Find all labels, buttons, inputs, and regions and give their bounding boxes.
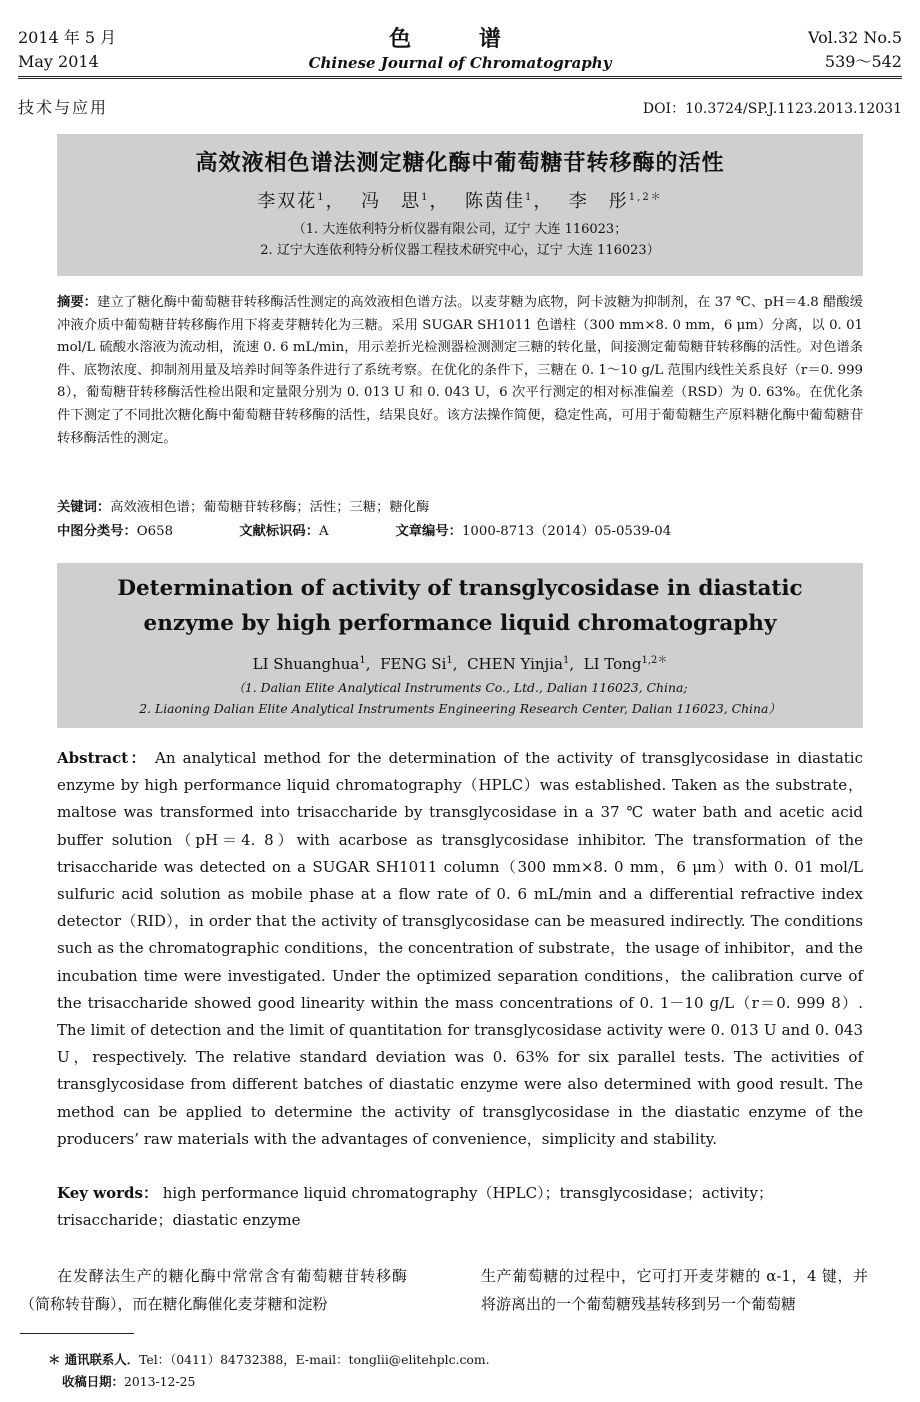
page-header xyxy=(0,26,920,76)
header-rule-2 xyxy=(18,78,902,79)
received-date: 2013-12-25 xyxy=(123,1374,196,1389)
cn-abstract-text: 建立了糖化酶中葡萄糖苷转移酶活性测定的高效液相色谱方法。以麦芽糖为底物，阿卡波糖为抑制剂，在 37 ℃、pH＝4.8 醋酸缓冲液介质中葡萄糖苷转移酶作用下将麦芽糖转化为三糖。采用 SUGAR SH1011 色谱柱（300 mm×8. 0 mm，6 μm）分离，以 0. 01 mol/L 硫酸水溶液为流动相，流速 0. 6 mL/min，用示差折光检测器检测测定三糖的转化量，间接测定葡萄糖苷转移酶的活性。对色谱条件、底物浓度、抑制剂用量及培养时间等条件进行了系统考察。在优化的条件下，三糖在 0. 1～10 g/L 范围内线性关系良好（r＝0. 999 8），葡萄糖苷转移酶活性检出限和定量限分别为 0. 013 U 和 0. 043 U，6 次平行测定的相对标准偏差（RSD）为 0. 63%。在优化条件下测定了不同批次糖化酶中葡萄糖苷转移酶的活性，结果良好。该方法操作简便，稳定性高，可用于葡萄糖生产原料糖化酶中葡萄糖苷转移酶活性的测定。 xyxy=(57,295,864,446)
journal-title-en: Chinese Journal of Chromatography xyxy=(308,54,612,72)
en-keywords-text: high performance liquid chromatography（HPLC）；transglycosidase；activity；trisaccharide；diastatic enzyme xyxy=(57,1184,773,1230)
doccode-value: A xyxy=(319,524,329,539)
en-title xyxy=(57,571,863,641)
cn-authors: 李双花$^1$， 冯 思$^1$， 陈茵佳$^1$， 李 彤$^{1,2*}$ xyxy=(257,191,663,212)
journal-title-cn: 色 谱 xyxy=(389,26,531,52)
cn-affiliations xyxy=(57,219,863,261)
cn-author: 陈茵佳 xyxy=(464,191,525,212)
clc-value: O658 xyxy=(136,524,174,539)
en-author: LI Shuanghua xyxy=(252,655,360,673)
en-author: LI Tong xyxy=(583,655,642,673)
cn-abstract-label: 摘要： xyxy=(57,295,98,310)
section-label: 技术与应用 xyxy=(18,98,109,117)
cn-title-block xyxy=(57,134,863,276)
en-author: CHEN Yinjia xyxy=(467,655,563,673)
footnote xyxy=(48,1349,490,1393)
body-column-left: 在发酵法生产的糖化酶中常常含有葡萄糖苷转移酶（简称转苷酶），而在糖化酶催化麦芽糖和淀粉 xyxy=(20,1267,407,1313)
article-no-label: 文章编号： xyxy=(395,524,462,539)
en-abstract-text: An analytical method for the determination of the activity of transglycosidase in diastatic enzyme by high performance liquid chromatography（HPLC）was established. Taken as the substrate，maltose was transformed into trisaccharide by transglycosidase in a 37 ℃ water bath and acetic acid buffer solution（pH＝4. 8）with acarbose as transglycosidase inhibitor. The transformation of the trisaccharide was detected on a SUGAR SH1011 column（300 mm×8. 0 mm，6 μm）with 0. 01 mol/L sulfuric acid solution as mobile phase at a flow rate of 0. 6 mL/min and a differential refractive index detector（RID），in order that the activity of transglycosidase can be measured indirectly. The conditions such as the chromatographic conditions，the concentration of substrate，the usage of inhibitor，and the incubation time were investigated. Under the optimized separation conditions，the calibration curve of the trisaccharide showed good linearity within the mass concentrations of 0. 1－10 g/L（r＝0. 999 8）. The limit of detection and the limit of quantitation for transglycosidase activity were 0. 013 U and 0. 043 U，respectively. The relative standard deviation was 0. 63% for six parallel tests. The activities of transglycosidase from different batches of diastatic enzyme were also determined with good result. The method can be applied to determine the activity of transglycosidase in the diastatic enzyme of the producers’ raw materials with the advantages of convenience，simplicity and stability. xyxy=(57,749,863,1148)
body-column-right: 生产葡萄糖的过程中，它可打开麦芽糖的 α-1，4 键，并将游离出的一个葡萄糖残基转移到另一个葡萄糖 xyxy=(481,1267,868,1313)
received-label: 收稿日期： xyxy=(62,1374,124,1389)
article-no-value: 1000-8713（2014）05-0539-04 xyxy=(461,524,672,539)
cn-title: 高效液相色谱法测定糖化酶中葡萄糖苷转移酶的活性 xyxy=(195,150,725,176)
cn-author-sup: 1,2＊ xyxy=(628,192,663,203)
cn-keywords xyxy=(57,496,429,515)
cn-abstract xyxy=(57,292,863,450)
cn-author: 李 彤 xyxy=(568,191,629,212)
doccode-label: 文献标识码： xyxy=(239,524,320,539)
cn-affiliation: （1. 大连依利特分析仪器有限公司，辽宁 大连 116023； xyxy=(292,222,628,237)
header-center xyxy=(0,26,920,74)
en-keywords-label: Key words： xyxy=(57,1184,158,1202)
header-rule xyxy=(18,76,902,77)
cn-keywords-label: 关键词： xyxy=(57,500,111,515)
en-affiliation: （1. Dalian Elite Analytical Instruments Co., Ltd., Dalian 116023, China; xyxy=(232,680,688,695)
en-affiliation: 2. Liaoning Dalian Elite Analytical Instruments Engineering Research Center, Dalian 116023, China） xyxy=(139,701,781,716)
en-abstract xyxy=(57,745,863,1153)
page-range: 539～542 xyxy=(824,52,902,71)
cn-author: 冯 思 xyxy=(361,191,422,212)
footnote-rule xyxy=(20,1333,134,1334)
en-author-sup: 1 xyxy=(562,655,570,666)
contact-label: ＊ 通讯联系人． xyxy=(48,1352,140,1367)
en-title-line: Determination of activity of transglycosidase in diastatic xyxy=(117,576,803,601)
en-authors: LI Shuanghua$^1$, FENG Si$^1$, CHEN Yinjia$^1$, LI Tong$^{1,2*}$ xyxy=(252,655,668,673)
en-author-sup: 1 xyxy=(446,655,453,666)
cn-author-sup: 1 xyxy=(421,192,430,203)
issue-date-cn: 2014 年 5 月 xyxy=(18,28,117,47)
doi: DOI：10.3724/SP.J.1123.2013.12031 xyxy=(642,101,902,117)
cn-author-sup: 1 xyxy=(317,192,326,203)
en-author-sup: 1,2＊ xyxy=(641,655,668,666)
en-title-block xyxy=(57,563,863,728)
cn-keywords-text: 高效液相色谱；葡萄糖苷转移酶；活性；三糖；糖化酶 xyxy=(110,500,430,515)
cn-affiliation: 2. 辽宁大连依利特分析仪器工程技术研究中心，辽宁 大连 116023） xyxy=(260,243,660,258)
en-keywords xyxy=(57,1180,863,1234)
cn-author-sup: 1 xyxy=(524,192,534,203)
en-author: FENG Si xyxy=(380,655,447,673)
en-affiliations xyxy=(57,677,863,719)
clc-label: 中图分类号： xyxy=(57,524,137,539)
contact-info: Tel：（0411）84732388，E-mail：tonglii@elitehplc.com. xyxy=(139,1352,490,1367)
en-author-sup: 1 xyxy=(359,655,366,666)
issue-date-en: May 2014 xyxy=(18,52,99,71)
cn-author: 李双花 xyxy=(257,191,318,212)
en-abstract-label: Abstract： xyxy=(57,749,148,767)
en-title-line: enzyme by high performance liquid chromatography xyxy=(143,611,777,636)
classification-line xyxy=(57,520,863,539)
volume-issue: Vol.32 No.5 xyxy=(808,28,902,47)
header-right xyxy=(808,26,902,74)
